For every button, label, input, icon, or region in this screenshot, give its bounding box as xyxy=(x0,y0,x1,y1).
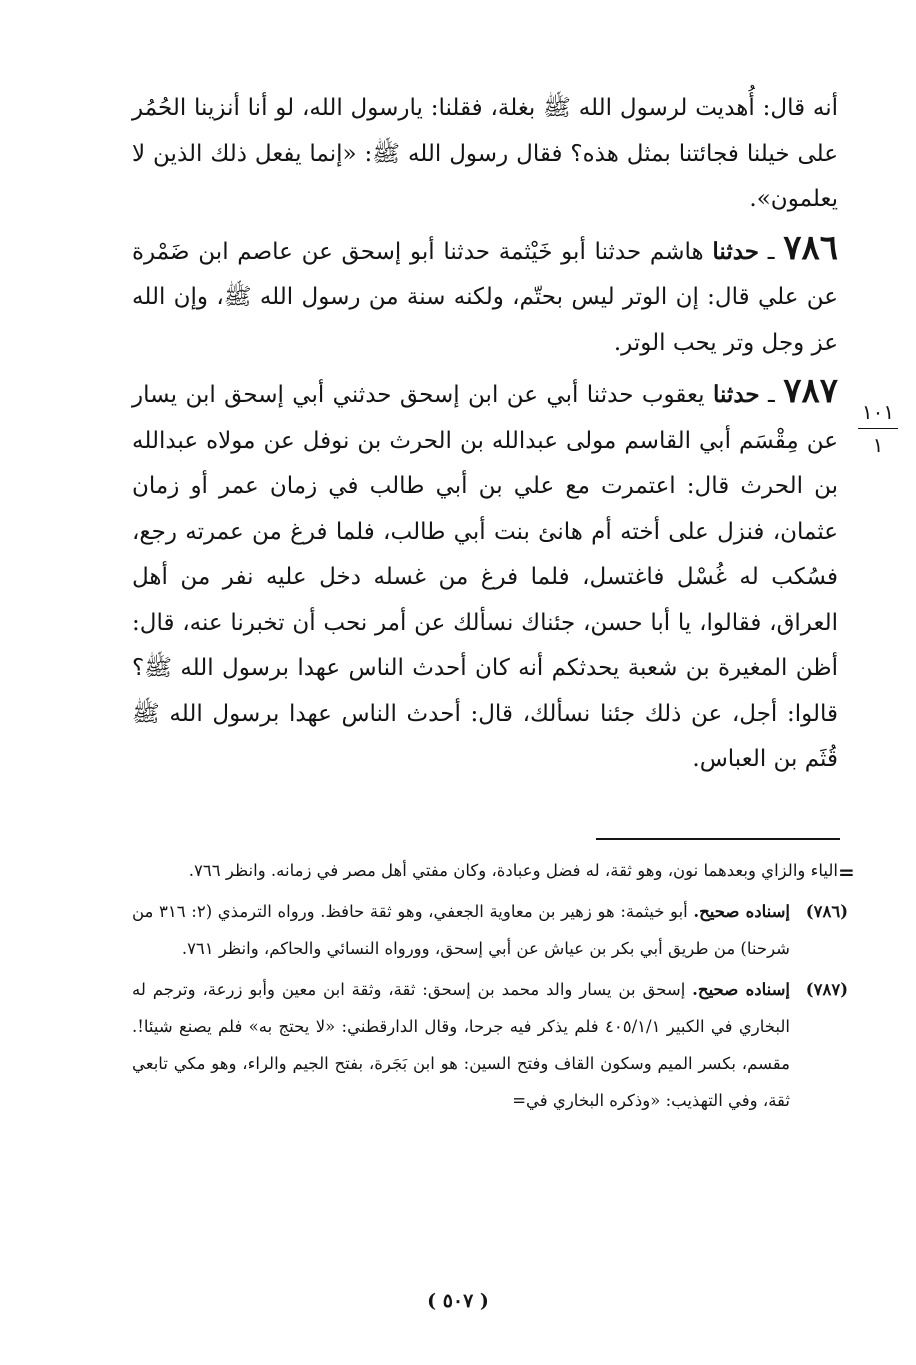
footnote-787 xyxy=(132,971,848,1119)
dash: ـ xyxy=(759,238,775,265)
hadith-text: هاشم حدثنا أبو خَيْثمة حدثنا أبو إسحق عن عاصم ابن ضَمْرة عن علي قال: إن الوتر ليس بحتّم، ولكنه سنة من رسول الله ﷺ، وإن الله عز وجل وتر يحب الوتر. xyxy=(132,238,838,356)
main-text xyxy=(132,86,838,783)
footnote-text: إسحق بن يسار والد محمد بن إسحق: ثقة، وثقة ابن معين وأبو زرعة، وترجم له البخاري في الكبير ٤٠٥/١/١ فلم يذكر فيه جرحا، وقال الدارقطني: «لا يحتج به» فلم يصنع شيئا!. مقسم، بكسر الميم وسكون القاف وفتح السين: هو ابن بَجَرة، بفتح الجيم والراء، وهو مكي تابعي ثقة، وفي التهذيب: «وذكره البخاري في= xyxy=(132,980,791,1110)
footnotes xyxy=(132,852,848,1119)
footnote-divider xyxy=(596,838,840,840)
hadith-text: يعقوب حدثنا أبي عن ابن إسحق حدثني أبي إسحق ابن يسار عن مِقْسَم أبي القاسم مولى عبدالله بن الحرث بن نوفل عن مولاه عبدالله بن الحرث قال: اعتمرت مع علي بن أبي طالب في زمان عمر أو زمان عثمان، فنزل على أخته أم هانئ بنت أبي طالب، فلما فرغ من عمرته رجع، فسُكب له غُسْل فاغتسل، فلما فرغ من غسله دخل عليه نفر من أهل العراق، فقالوا، يا أبا حسن، جئناك نسألك عن أمر نحب أن تخبرنا عنه، قال: أظن المغيرة بن شعبة يحدثكم أنه كان أحدث الناس عهدا برسول الله ﷺ؟ قالوا: أجل، عن ذلك جئنا نسألك، قال: أحدث الناس عهدا برسول الله ﷺ قُثَم بن العباس. xyxy=(132,382,838,772)
footnote-grading: إسناده صحيح. xyxy=(692,980,790,999)
continuation-mark: = xyxy=(838,860,855,884)
footnote-number: (٧٨٧) xyxy=(805,980,848,999)
page-number: ( ٥٠٧ ) xyxy=(427,1290,489,1312)
footnote-786 xyxy=(132,893,848,967)
intro-paragraph: أنه قال: أُهديت لرسول الله ﷺ بغلة، فقلنا: يارسول الله، لو أنا أنزينا الحُمُر على خيلنا فجائتنا بمثل هذه؟ فقال رسول الله ﷺ: «إنما يفعل ذلك الذين لا يعلمون». xyxy=(132,95,838,212)
footnote-text: أبو خيثمة: هو زهير بن معاوية الجعفي، وهو ثقة حافظ. ورواه الترمذي (٢: ٣١٦ من شرحنا) من طريق أبي بكر بن عياش عن أبي إسحق، وورواه النسائي والحاكم، وانظر ٧٦١. xyxy=(132,902,790,958)
hadith-number: ٧٨٦ xyxy=(783,227,839,268)
footnote-continued: الياء والزاي وبعدهما نون، وهو ثقة، له فضل وعبادة، وكان مفتي أهل مصر في زمانه. وانظر ٧٦٦. xyxy=(188,861,838,880)
hadith-lead: حدثنا xyxy=(712,381,760,408)
margin-reference xyxy=(858,398,898,459)
margin-page: ١ xyxy=(872,433,884,457)
dash: ـ xyxy=(759,382,775,408)
margin-volume: ١٠١ xyxy=(858,398,898,429)
footnote-grading: إسناده صحيح. xyxy=(693,902,790,921)
hadith-786 xyxy=(132,226,838,367)
hadith-787 xyxy=(132,369,838,783)
hadith-number: ٧٨٧ xyxy=(783,371,839,411)
hadith-lead: حدثنا xyxy=(712,237,760,265)
footnote-number: (٧٨٦) xyxy=(805,902,848,921)
